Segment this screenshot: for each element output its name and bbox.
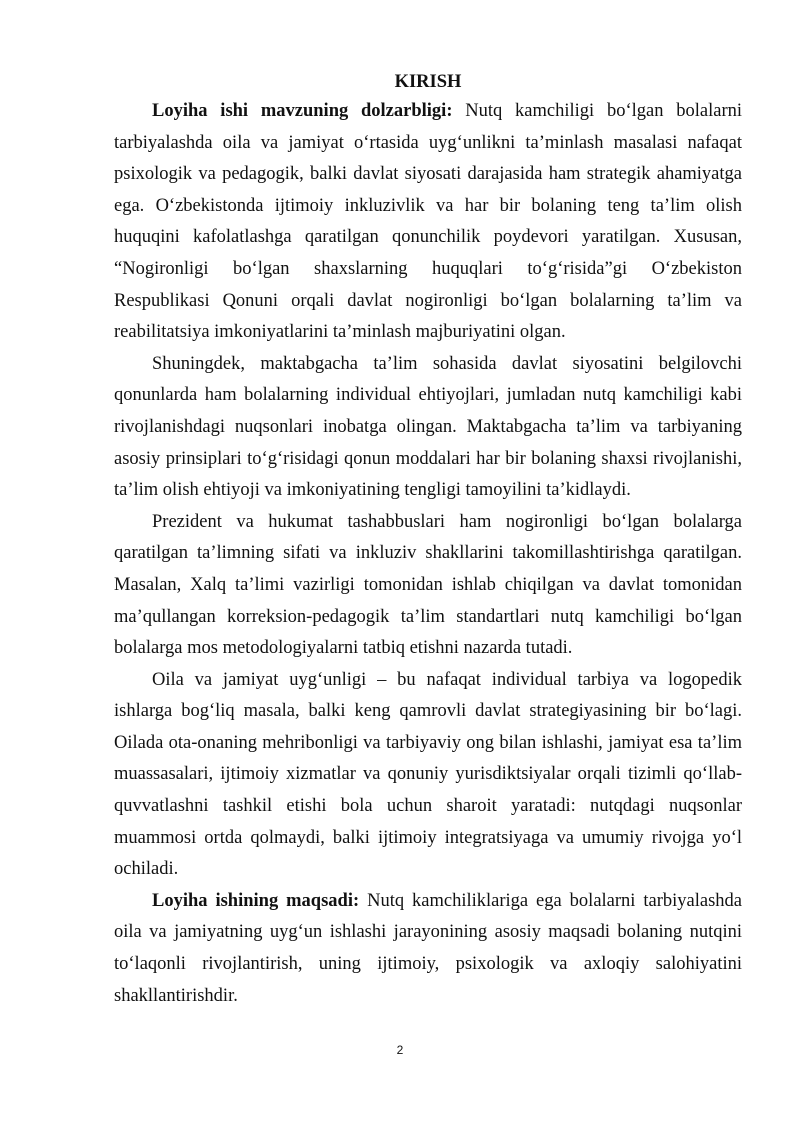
paragraph-lead-relevance: Loyiha ishi mavzuning dolzarbligi: xyxy=(152,101,453,121)
paragraph-body-initiatives: Prezident va hukumat tashabbuslari ham nogironligi bo‘lgan bolalarga qaratilgan ta’limning sifati va inkluziv shakllarini takomillashtirishga qaratilgan. Masalan, Xalq ta’limi vazirligi tomonidan ishlab chiqilgan va davlat tomonidan ma’qullangan korreksion-pedagogik ta’lim standartlari nutq kamchiligi bo‘lgan bolalarga mos metodologiyalarni tatbiq etishni nazarda tutadi. xyxy=(114,511,742,659)
paragraph-goal xyxy=(114,886,742,1012)
page-number: 2 xyxy=(396,1043,404,1057)
paragraph-lead-goal: Loyiha ishining maqsadi: xyxy=(152,890,360,911)
paragraph-body-relevance: Nutq kamchiligi bo‘lgan bolalarni tarbiyalashda oila va jamiyat o‘rtasida uyg‘unlikni ta’minlash masalasi nafaqat psixologik va pedagogik, balki davlat siyosati darajasida ham strategik ahamiyatga ega. O‘zbekistonda ijtimoiy inkluzivlik va har bir bolaning teng ta’lim olish huquqini kafolatlashga qaratilgan qonunchilik poydevori yaratilgan. Xususan, “Nogironligi bo‘lgan shaxslarning huquqlari to‘g‘risida”gi O‘zbekiston Respublikasi Qonuni orqali davlat nogironligi bo‘lgan bolalarning ta’lim va reabilitatsiya imkoniyatlarini ta’minlash majburiyatini olgan. xyxy=(114,101,742,343)
section-title: KIRISH xyxy=(394,72,462,92)
paragraph-family-society xyxy=(114,665,742,886)
paragraph-body-goal: Nutq kamchiliklariga ega bolalarni tarbiyalashda oila va jamiyatning uyg‘un ishlashi jarayonining asosiy maqsadi bolaning nutqini to‘laqonli rivojlantirish, uning ijtimoiy, psixologik va axloqiy salohiyatini shakllantirishdir. xyxy=(114,890,742,1006)
document-page xyxy=(114,72,742,1012)
paragraph-initiatives xyxy=(114,507,742,665)
paragraph-preschool-laws xyxy=(114,349,742,507)
paragraph-body-family-society: Oila va jamiyat uyg‘unligi – bu nafaqat individual tarbiya va logopedik ishlarga bog‘liq masala, balki keng qamrovli davlat strategiyasining bir bo‘lagi. Oilada ota-onaning mehribonligi va tarbiyaviy ong bilan ishlashi, jamiyat esa ta’lim muassasalari, ijtimoiy xizmatlar va qonuniy yurisdiktsiyalar orqali tizimli qo‘llab-quvvatlashni tashkil etishi bola uchun sharoit yaratadi: nutqdagi nuqsonlar muammosi ortda qolmaydi, balki ijtimoiy integratsiyaga va umumiy rivojga yo‘l ochiladi. xyxy=(114,669,742,880)
paragraph-relevance xyxy=(114,96,742,349)
paragraph-body-preschool-laws: Shuningdek, maktabgacha ta’lim sohasida davlat siyosatini belgilovchi qonunlarda ham bolalarning individual ehtiyojlari, jumladan nutq kamchiligi kabi rivojlanishdagi nuqsonlari inobatga olingan. Maktabgacha ta’lim va tarbiyaning asosiy prinsiplari to‘g‘risidagi qonun moddalari har bir bolaning shaxsi rivojlanishi, ta’lim olish ehtiyoji va imkoniyatining tengligi tamoyilini ta’kidlaydi. xyxy=(114,353,742,501)
